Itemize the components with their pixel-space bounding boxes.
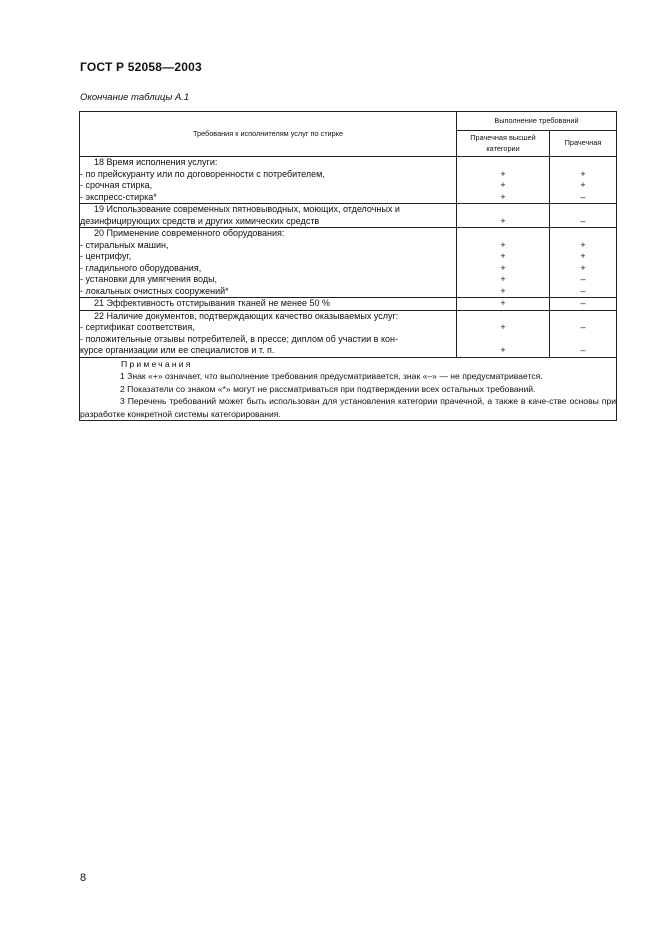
mark: –: [580, 191, 586, 202]
mark: +: [500, 180, 506, 190]
requirement-title: 21 Эффективность отстирывания тканей не менее 50 %: [94, 298, 330, 308]
mark: +: [500, 168, 506, 179]
requirement-cell: [80, 204, 457, 228]
column-header-highest-category: Прачечная высшей категории: [457, 131, 550, 157]
mark: [457, 228, 549, 240]
highest-mark-cell: [457, 310, 550, 357]
mark: [457, 334, 549, 346]
requirement-item: - центрифуг,: [80, 251, 132, 261]
table-row: [80, 298, 617, 311]
requirement-title: 18 Время исполнения услуги:: [94, 157, 218, 167]
requirement-item: курсе организации или ее специалистов и т. п.: [80, 345, 275, 355]
table-row: [80, 157, 617, 204]
table-row: [80, 204, 617, 228]
standard-mark-cell: [550, 228, 617, 298]
requirement-item: - по прейскуранту или по договоренности с потребителем,: [80, 168, 325, 179]
mark: –: [580, 345, 586, 355]
mark: [550, 311, 616, 323]
highest-mark-cell: [457, 204, 550, 228]
column-header-requirements: Требования к исполнителям услуг по стирке: [80, 112, 457, 157]
mark: +: [580, 168, 586, 179]
mark: [550, 157, 616, 169]
mark: +: [500, 191, 506, 202]
mark: [550, 228, 616, 240]
requirement-title: 20 Применение современного оборудования:: [94, 228, 285, 238]
mark: +: [500, 298, 506, 308]
requirement-item: - экспресс-стирка*: [80, 191, 157, 202]
document-id: ГОСТ Р 52058—2003: [80, 60, 202, 74]
requirement-cell: [80, 228, 457, 298]
note-item: 3 Перечень требований может быть использован для установления категории прачечной, а также в каче-стве основы при разработке конкретной системы категорирования.: [80, 396, 616, 419]
page-number: 8: [80, 872, 87, 884]
mark: +: [580, 239, 586, 250]
column-header-standard: Прачечная: [550, 131, 617, 157]
table-notes: [80, 357, 617, 421]
mark: +: [580, 251, 586, 261]
highest-mark-cell: [457, 228, 550, 298]
mark: [550, 334, 616, 346]
requirement-cell: [80, 298, 457, 311]
notes-title: Примечания: [121, 358, 193, 369]
column-header-group: Выполнение требований: [457, 112, 617, 131]
mark: –: [580, 274, 586, 284]
note-item: 1 Знак «+» означает, что выполнение требования предусматривается, знак «–» — не предусматривается.: [120, 371, 543, 381]
highest-mark-cell: [457, 298, 550, 311]
requirement-item: - положительные отзывы потребителей, в прессе; диплом об участии в кон-: [80, 333, 398, 344]
requirement-title: 22 Наличие документов, подтверждающих качество оказываемых услуг:: [94, 310, 399, 321]
mark: –: [580, 285, 586, 296]
mark: –: [580, 215, 586, 226]
table-row: [80, 228, 617, 298]
mark: +: [500, 251, 506, 261]
mark: +: [500, 285, 506, 296]
standard-mark-cell: [550, 298, 617, 311]
requirement-item: - срочная стирка,: [80, 180, 153, 190]
mark: +: [500, 274, 506, 284]
mark: [457, 311, 549, 323]
mark: [457, 157, 549, 169]
mark: –: [580, 322, 586, 332]
requirement-item: - установки для умягчения воды,: [80, 274, 218, 284]
mark: [550, 204, 616, 216]
requirement-cell: [80, 310, 457, 357]
requirement-item: - гладильного оборудования,: [80, 262, 202, 273]
requirement-item: - стиральных машин,: [80, 239, 169, 250]
standard-mark-cell: [550, 204, 617, 228]
table-caption: Окончание таблицы А.1: [80, 92, 190, 103]
note-item: 2 Показатели со знаком «*» могут не рассматриваться при подтверждении всех остальных требований.: [120, 383, 536, 394]
mark: +: [500, 215, 506, 226]
mark: +: [580, 180, 586, 190]
mark: +: [500, 322, 506, 332]
mark: [457, 204, 549, 216]
requirement-item: - сертификат соответствия,: [80, 322, 195, 332]
mark: +: [500, 239, 506, 250]
mark: +: [500, 262, 506, 273]
mark: +: [500, 345, 506, 355]
mark: +: [580, 262, 586, 273]
mark: –: [580, 298, 586, 308]
table-row: [80, 310, 617, 357]
requirement-title: 19 Использование современных пятновыводных, моющих, отделочных и: [94, 204, 400, 214]
standard-mark-cell: [550, 157, 617, 204]
requirement-item: дезинфицирующих средств и других химических средств: [80, 215, 320, 226]
requirement-cell: [80, 157, 457, 204]
requirements-table: [79, 111, 617, 421]
requirement-item: - локальных очистных сооружений*: [80, 285, 229, 296]
highest-mark-cell: [457, 157, 550, 204]
standard-mark-cell: [550, 310, 617, 357]
